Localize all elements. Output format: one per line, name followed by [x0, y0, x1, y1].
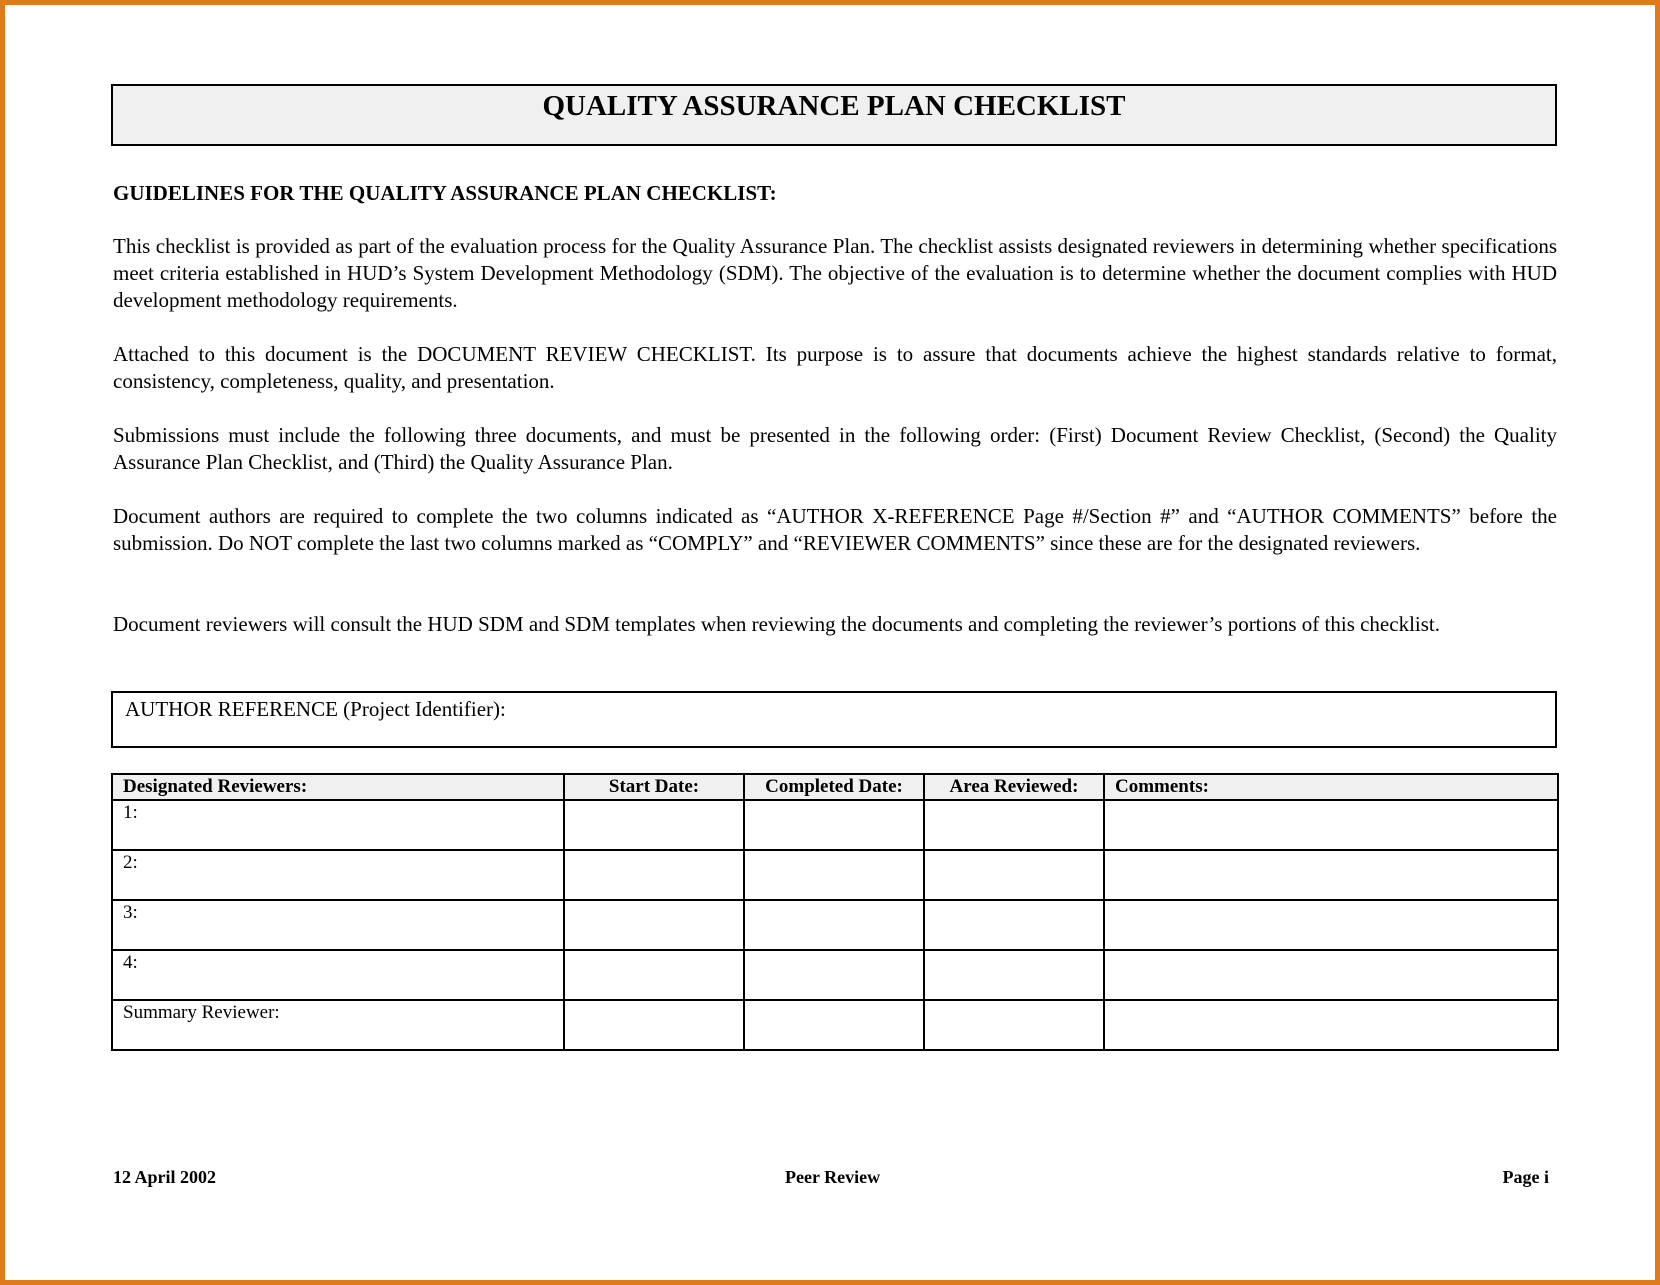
- reviewers-table: [111, 773, 1559, 1051]
- guidelines-heading: GUIDELINES FOR THE QUALITY ASSURANCE PLAN CHECKLIST:: [113, 181, 777, 205]
- column-header-start-date: Start Date:: [564, 774, 744, 800]
- comments-cell[interactable]: [1104, 950, 1558, 1000]
- start-date-cell[interactable]: [564, 1000, 744, 1050]
- column-header-designated-reviewers: Designated Reviewers:: [112, 774, 564, 800]
- reviewer-name-cell[interactable]: 2:: [112, 850, 564, 900]
- start-date-cell[interactable]: [564, 950, 744, 1000]
- completed-date-cell[interactable]: [744, 1000, 924, 1050]
- table-row: [112, 900, 1558, 950]
- footer-page-number: Page i: [1502, 1167, 1549, 1187]
- start-date-cell[interactable]: [564, 900, 744, 950]
- guidelines-paragraph: This checklist is provided as part of the evaluation process for the Quality Assurance Plan. The checklist assists designated reviewers in determining whether specifications meet criteria established in HUD’s System Development Methodology (SDM). The objective of the evaluation is to determine whether the document complies with HUD development methodology requirements.: [113, 234, 1557, 312]
- author-reference-label: AUTHOR REFERENCE (Project Identifier):: [125, 697, 506, 721]
- footer-date: 12 April 2002: [113, 1167, 217, 1187]
- guidelines-paragraph: Document reviewers will consult the HUD SDM and SDM templates when reviewing the documents and completing the reviewer’s portions of this checklist.: [113, 612, 1440, 636]
- completed-date-cell[interactable]: [744, 800, 924, 850]
- guidelines-paragraph: Submissions must include the following three documents, and must be presented in the following order: (First) Document Review Checklist, (Second) the Quality Assurance Plan Checklist, and (Third) the Quality Assurance Plan.: [113, 423, 1557, 474]
- guidelines-paragraph: Document authors are required to complete the two columns indicated as “AUTHOR X-REFERENCE Page #/Section #” and “AUTHOR COMMENTS” before the submission. Do NOT complete the last two columns marked as “COMPLY” and “REVIEWER COMMENTS” since these are for the designated reviewers.: [113, 504, 1557, 555]
- footer-title: Peer Review: [785, 1167, 881, 1187]
- column-header-completed-date: Completed Date:: [744, 774, 924, 800]
- page-title: QUALITY ASSURANCE PLAN CHECKLIST: [542, 90, 1126, 122]
- comments-cell[interactable]: [1104, 850, 1558, 900]
- completed-date-cell[interactable]: [744, 950, 924, 1000]
- reviewer-name-cell[interactable]: 1:: [112, 800, 564, 850]
- area-reviewed-cell[interactable]: [924, 1000, 1104, 1050]
- table-row: [112, 800, 1558, 850]
- table-row: [112, 850, 1558, 900]
- start-date-cell[interactable]: [564, 800, 744, 850]
- comments-cell[interactable]: [1104, 1000, 1558, 1050]
- area-reviewed-cell[interactable]: [924, 900, 1104, 950]
- completed-date-cell[interactable]: [744, 850, 924, 900]
- start-date-cell[interactable]: [564, 850, 744, 900]
- completed-date-cell[interactable]: [744, 900, 924, 950]
- area-reviewed-cell[interactable]: [924, 800, 1104, 850]
- reviewer-name-cell[interactable]: 4:: [112, 950, 564, 1000]
- column-header-area-reviewed: Area Reviewed:: [924, 774, 1104, 800]
- table-row: [112, 1000, 1558, 1050]
- comments-cell[interactable]: [1104, 800, 1558, 850]
- area-reviewed-cell[interactable]: [924, 850, 1104, 900]
- author-reference-field[interactable]: [111, 691, 1557, 748]
- comments-cell[interactable]: [1104, 900, 1558, 950]
- column-header-comments: Comments:: [1104, 774, 1558, 800]
- title-box: [111, 84, 1557, 146]
- table-row: [112, 950, 1558, 1000]
- summary-reviewer-cell[interactable]: Summary Reviewer:: [112, 1000, 564, 1050]
- guidelines-paragraph: Attached to this document is the DOCUMENT REVIEW CHECKLIST. Its purpose is to assure that documents achieve the highest standards relative to format, consistency, completeness, quality, and presentation.: [113, 342, 1557, 393]
- area-reviewed-cell[interactable]: [924, 950, 1104, 1000]
- table-header-row: [112, 774, 1558, 800]
- reviewer-name-cell[interactable]: 3:: [112, 900, 564, 950]
